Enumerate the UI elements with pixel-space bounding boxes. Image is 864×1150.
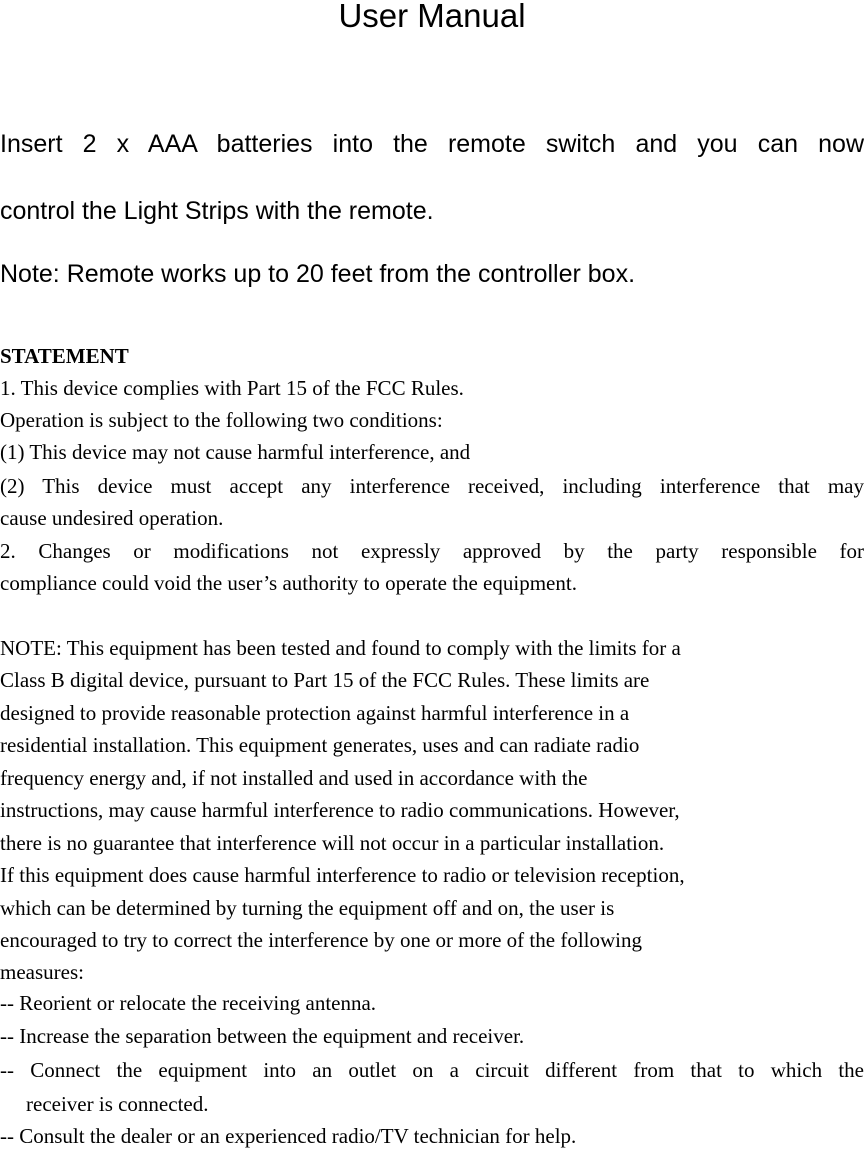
fcc-note-line: If this equipment does cause harmful interference to radio or television reception, — [0, 863, 685, 887]
fcc-note-line: frequency energy and, if not installed and used in accordance with the — [0, 766, 588, 790]
statement-line: compliance could void the user’s authority to operate the equipment. — [0, 571, 577, 595]
page-title: User Manual — [338, 0, 526, 34]
fcc-note-line: instructions, may cause harmful interference to radio communications. However, — [0, 798, 680, 822]
fcc-note-line: designed to provide reasonable protection against harmful interference in a — [0, 701, 630, 725]
fcc-note-line: residential installation. This equipment generates, uses and can radiate radio — [0, 733, 640, 757]
fcc-note-line: there is no guarantee that interference will not occur in a particular installation. — [0, 831, 665, 855]
fcc-note-line: which can be determined by turning the equipment off and on, the user is — [0, 896, 615, 920]
fcc-note-line: Class B digital device, pursuant to Part 15 of the FCC Rules. These limits are — [0, 668, 650, 692]
statement-line: 2. Changes or modifications not expressly approved by the party responsible for — [0, 539, 864, 563]
fcc-measure-item: -- Connect the equipment into an outlet on a circuit different from that to which the — [0, 1058, 864, 1082]
fcc-note-line: NOTE: This equipment has been tested and found to comply with the limits for a — [0, 636, 681, 660]
fcc-measure-item-continuation: receiver is connected. — [26, 1092, 209, 1116]
remote-range-note: Note: Remote works up to 20 feet from the controller box. — [0, 260, 636, 288]
statement-heading: STATEMENT — [0, 344, 129, 368]
fcc-measure-item: -- Consult the dealer or an experienced radio/TV technician for help. — [0, 1124, 577, 1148]
statement-line: 1. This device complies with Part 15 of the FCC Rules. — [0, 376, 464, 400]
intro-line-1: Insert 2 x AAA batteries into the remote switch and you can now — [0, 130, 864, 158]
intro-line-2: control the Light Strips with the remote. — [0, 197, 434, 225]
statement-line: (1) This device may not cause harmful interference, and — [0, 440, 471, 464]
fcc-measure-item: -- Reorient or relocate the receiving antenna. — [0, 991, 377, 1015]
fcc-measure-item: -- Increase the separation between the equipment and receiver. — [0, 1024, 525, 1048]
fcc-note-line: encouraged to try to correct the interference by one or more of the following — [0, 928, 642, 952]
statement-line: (2) This device must accept any interference received, including interference that may — [0, 474, 864, 498]
statement-line: Operation is subject to the following two conditions: — [0, 408, 443, 432]
statement-line: cause undesired operation. — [0, 506, 224, 530]
fcc-note-line: measures: — [0, 960, 84, 984]
